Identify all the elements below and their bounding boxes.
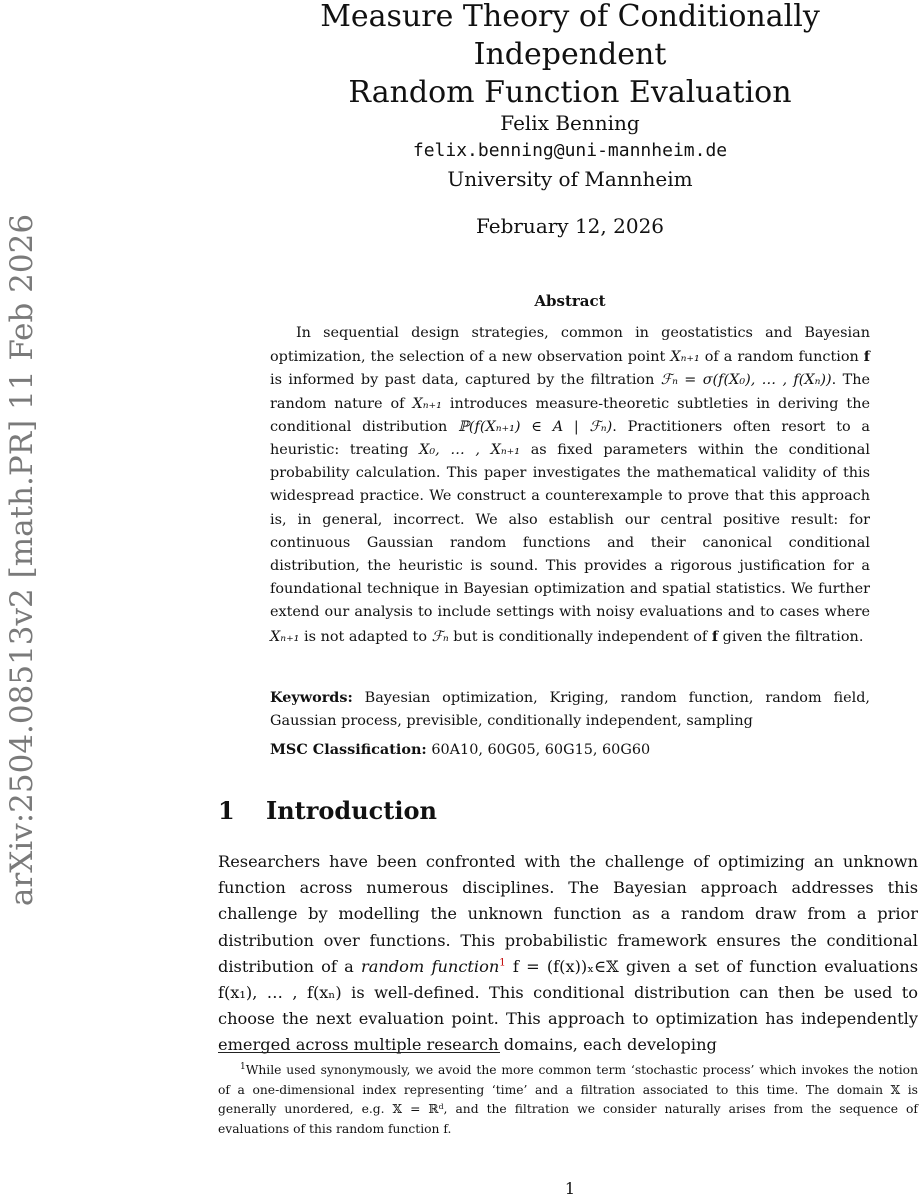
- footnote-text: While used synonymously, we avoid the more common term ‘stochastic process’ which invokes the notion of a one-dimensional index representing ‘time’ and a filtration associated to this time. The domain 𝕏 is generally unordered, e.g. 𝕏 = ℝᵈ, and the filtration we consider naturally arises from the sequence of evaluations of this random function f.: [218, 1063, 918, 1136]
- abstract-math: X₀, … , Xₙ₊₁: [419, 442, 521, 459]
- title-line-2: Random Function Evaluation: [348, 75, 792, 110]
- abstract-text: but is conditionally independent of: [448, 628, 712, 645]
- title-line-1: Measure Theory of Conditionally Independent: [320, 0, 820, 72]
- paper-title: [222, 0, 918, 112]
- abstract-text: . Practitioners often resort to a heuristic: treating: [270, 418, 870, 459]
- intro-text: Researchers have been confronted with the challenge of optimizing an unknown function across numerous disciplines. The Bayesian approach addresses this challenge by modelling the unknown function as a random draw from a prior distribution over functions. This probabilistic framework ensures the conditional distribution of a: [218, 852, 918, 976]
- paper-date: February 12, 2026: [475, 214, 665, 238]
- abstract-text: . The random nature of: [270, 372, 870, 412]
- abstract-text: of a random function: [699, 349, 864, 366]
- section-title: Introduction: [266, 796, 437, 825]
- msc-line: [270, 738, 870, 762]
- abstract-body: [270, 322, 870, 649]
- footnote: [218, 1058, 918, 1139]
- author-affiliation: University of Mannheim: [447, 167, 693, 191]
- abstract-math: ℱₙ = σ(f(X₀), … , f(Xₙ)): [660, 372, 832, 389]
- abstract-text: given the filtration.: [718, 628, 864, 645]
- abstract-heading: Abstract: [534, 292, 606, 310]
- keywords-label: Keywords:: [270, 689, 353, 706]
- intro-emphasis: random function: [360, 956, 500, 976]
- abstract-text: is informed by past data, captured by the filtration: [270, 372, 661, 389]
- abstract-text: In sequential design strategies, common in geostatistics and Bayesian optimization, the selection of a new observation point: [270, 325, 870, 366]
- abstract-math: Xₙ₊₁: [270, 628, 300, 645]
- abstract-math: ℙ(f(Xₙ₊₁) ∈ A | ℱₙ): [458, 418, 613, 435]
- abstract-math: f: [863, 348, 870, 366]
- intro-text: f = (f(x))ₓ∈𝕏 given a set of function evaluations f(x₁), … , f(xₙ) is well-defined. This conditional distribution can then be used to choose the next evaluation point. This approach to optimization has independently emerged across multiple research domains, each developing: [218, 956, 919, 1055]
- page-number: 1: [564, 1179, 576, 1198]
- footnote-mark: 1: [240, 1062, 246, 1072]
- keywords-line: [270, 686, 870, 733]
- keywords-list: Bayesian optimization, Kriging, random function, random field, Gaussian process, previsible, conditionally independent, sampling: [270, 690, 870, 729]
- msc-codes: 60A10, 60G05, 60G15, 60G60: [431, 742, 651, 758]
- footnote-link[interactable]: 1: [499, 957, 506, 969]
- arxiv-identifier-stamp: arXiv:2504.08513v2 [math.PR] 11 Feb 2026: [4, 213, 40, 907]
- section-number: 1: [218, 796, 235, 825]
- author-name: Felix Benning: [500, 111, 640, 135]
- msc-label: MSC Classification:: [270, 741, 427, 758]
- abstract-text: is not adapted to: [299, 628, 432, 645]
- abstract-math: f: [711, 627, 719, 645]
- footnote-divider: [218, 1052, 500, 1053]
- abstract-text: as fixed parameters within the conditional probability calculation. This paper investigates the mathematical validity of this widespread practice. We construct a counterexample to prove that this approach is, in general, incorrect. We also establish our central positive result: for continuous Gaussian random functions and their canonical conditional distribution, the heuristic is sound. This provides a rigorous justification for a foundational technique in Bayesian optimization and spatial statistics. We further extend our analysis to include settings with noisy evaluations and to cases where: [270, 442, 870, 621]
- intro-paragraph: [218, 849, 918, 1059]
- section-heading: [218, 794, 437, 828]
- abstract-math: ℱₙ: [431, 628, 449, 645]
- abstract-math: Xₙ₊₁: [412, 395, 442, 412]
- abstract-math: Xₙ₊₁: [670, 349, 700, 366]
- author-email: felix.benning@uni-mannheim.de: [412, 140, 728, 161]
- abstract-text: introduces measure-theoretic subtleties in deriving the conditional distribution: [270, 395, 870, 435]
